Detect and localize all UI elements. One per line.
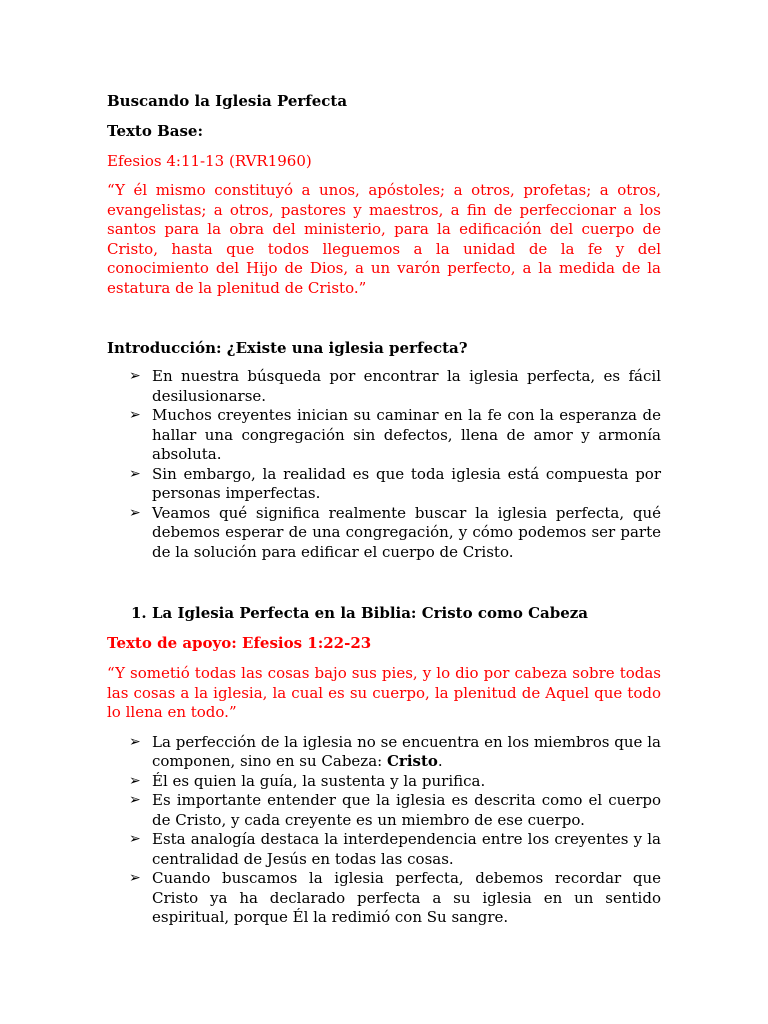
list-item xyxy=(107,791,661,830)
list-item-text: Sin embargo, la realidad es que toda iglesia está compuesta por personas imperfectas. xyxy=(152,464,661,502)
arrow-bullet-icon: ➢ xyxy=(129,831,141,847)
list-item xyxy=(107,733,661,772)
support-text-label: Texto de apoyo: Efesios 1:22-23 xyxy=(107,634,372,652)
list-item-text: Él es quien la guía, la sustenta y la purifica. xyxy=(152,771,486,790)
arrow-bullet-icon: ➢ xyxy=(129,465,141,482)
document-title: Buscando la Iglesia Perfecta xyxy=(107,92,348,110)
intro-heading: Introducción: ¿Existe una iglesia perfecta? xyxy=(107,339,468,357)
arrow-bullet-icon: ➢ xyxy=(129,368,141,384)
base-text-label: Texto Base: xyxy=(107,122,204,140)
list-item-text: En nuestra búsqueda por encontrar la iglesia perfecta, es fácil desilusionarse. xyxy=(152,367,661,405)
emphasis-cristo: Cristo xyxy=(386,752,438,770)
list-item-text: Muchos creyentes inician su caminar en la fe con la esperanza de hallar una congregación sin defectos, llena de amor y armonía absoluta. xyxy=(152,406,661,463)
base-quote: “Y él mismo constituyó a unos, apóstoles; a otros, profetas; a otros, evangelistas; a otros, pastores y maestros, a fin de perfeccionar a los santos para la obra del ministerio, para la edificación del cuerpo de Cristo, hasta que todos lleguemos a la unidad de la fe y del conocimiento del Hijo de Dios, a un varón perfecto, a la medida de la estatura de la plenitud de Cristo.” xyxy=(107,181,661,297)
arrow-bullet-icon: ➢ xyxy=(129,733,141,750)
section-number: 1. xyxy=(131,604,147,622)
list-item xyxy=(107,504,661,563)
list-item-text: Es importante entender que la iglesia es descrita como el cuerpo de Cristo, y cada creyente es un miembro de ese cuerpo. xyxy=(152,791,661,829)
arrow-bullet-icon: ➢ xyxy=(129,792,141,808)
intro-bullet-list xyxy=(107,367,661,562)
arrow-bullet-icon: ➢ xyxy=(129,407,141,423)
section-1-bullet-list xyxy=(107,733,661,928)
list-item xyxy=(107,406,661,465)
list-item xyxy=(107,367,661,406)
document-body xyxy=(107,89,661,928)
list-item-end: . xyxy=(437,752,443,770)
list-item xyxy=(107,772,661,792)
section-1-heading xyxy=(107,603,661,624)
base-reference: Efesios 4:11-13 (RVR1960) xyxy=(107,152,312,170)
list-item xyxy=(107,830,661,869)
list-item-text: La perfección de la iglesia no se encuentra en los miembros que la componen, sino en su Cabeza: xyxy=(152,732,661,770)
support-quote: “Y sometió todas las cosas bajo sus pies, y lo dio por cabeza sobre todas las cosas a la iglesia, la cual es su cuerpo, la plenitud de Aquel que todo lo llena en todo.” xyxy=(107,664,661,721)
list-item xyxy=(107,869,661,928)
arrow-bullet-icon: ➢ xyxy=(129,504,141,521)
list-item xyxy=(107,465,661,504)
list-item-text: Cuando buscamos la iglesia perfecta, debemos recordar que Cristo ya ha declarado perfecta a su iglesia en un sentido espiritual, porque Él la redimió con Su sangre. xyxy=(152,869,661,926)
arrow-bullet-icon: ➢ xyxy=(129,772,141,789)
list-item-text: Veamos qué significa realmente buscar la iglesia perfecta, qué debemos esperar de una congregación, y cómo podemos ser parte de la solución para edificar el cuerpo de Cristo. xyxy=(152,503,661,561)
arrow-bullet-icon: ➢ xyxy=(129,870,141,886)
section-1-title: La Iglesia Perfecta en la Biblia: Cristo como Cabeza xyxy=(152,604,588,622)
list-item-text: Esta analogía destaca la interdependencia entre los creyentes y la centralidad de Jesús en todas las cosas. xyxy=(152,830,661,868)
